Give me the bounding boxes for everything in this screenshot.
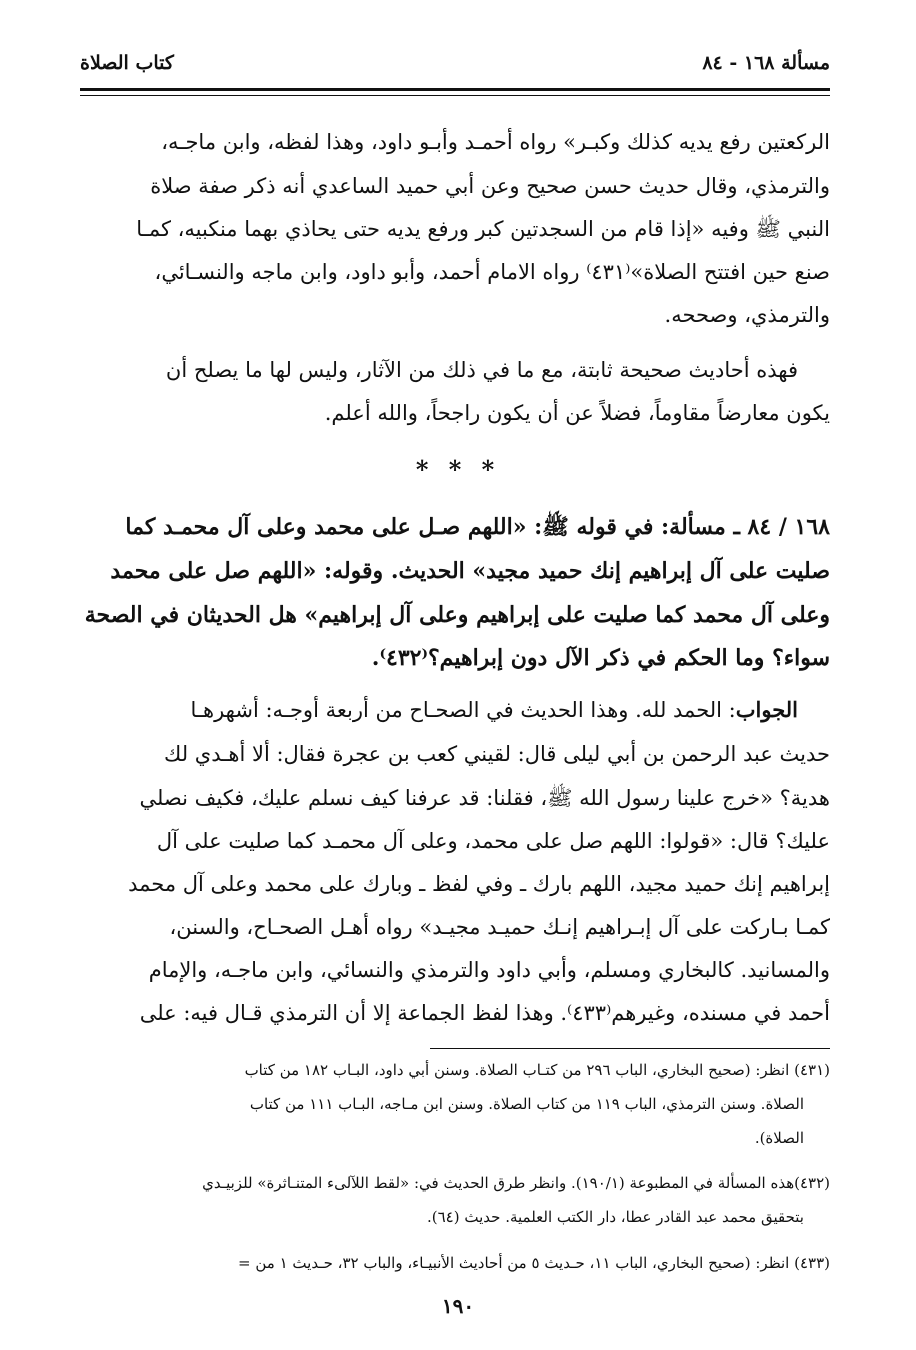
text-line: صنع حين افتتح الصلاة»⁽٤٣١⁾ رواه الامام أحمد، وأبو داود، وابن ماجه والنسـائي، (154, 260, 830, 284)
footnote-431-cont: الصلاة). (754, 1129, 804, 1147)
question-line: وعلى آل محمد كما صليت على إبراهيم وعلى آل إبراهيم» هل الحديثان في الصحة (84, 602, 830, 628)
text-line: النبي ﷺ وفيه «إذا قام من السجدتين كبر ورفع يديه حتى يحاذي بهما منكبيه، كمـا (136, 217, 830, 241)
text-line: أحمد في مسنده، وغيرهم⁽٤٣٣⁾. وهذا لفظ الجماعة إلا أن الترمذي قـال فيه: على (139, 1001, 830, 1025)
running-header-issue: مسألة ١٦٨ - ٨٤ (702, 52, 830, 74)
footnote-431-cont: الصلاة. وسنن الترمذي، الباب ١١٩ من كتاب الصلاة. وسنن ابن مـاجه، البـاب ١١١ من كتاب (249, 1095, 804, 1113)
question-line: صليت على آل إبراهيم إنك حميد مجيد» الحديث. وقوله: «اللهم صل على محمد (110, 558, 830, 584)
footnote-432-cont: بتحقيق محمد عبد القادر عطا، دار الكتب العلمية. حديث (٦٤). (427, 1208, 804, 1226)
text-line: الركعتين رفع يديه كذلك وكبـر» رواه أحمـد وأبـو داود، وهذا لفظه، وابن ماجـه، (161, 130, 830, 154)
text-line: حديث عبد الرحمن بن أبي ليلى قال: لقيني كعب بن عجرة فقال: ألا أهـدي لك (164, 742, 830, 766)
text-line: هدية؟ «خرج علينا رسول الله ﷺ، فقلنا: قد عرفنا كيف نسلم عليك، فكيف نصلي (139, 786, 830, 810)
question-line: ١٦٨ / ٨٤ ـ مسألة: في قوله ﷺ: «اللهم صـل على محمد وعلى آل محمـد كما (125, 514, 830, 540)
text-line: والمسانيد. كالبخاري ومسلم، وأبي داود والترمذي والنسائي، وابن ماجـه، والإمام (148, 958, 830, 982)
text-line: فهذه أحاديث صحيحة ثابتة، مع ما في ذلك من الآثار، وليس لها ما يصلح أن (165, 358, 798, 382)
text-line: كمـا بـاركت على آل إبـراهيم إنـك حميـد مجيـد» رواه أهـل الصحـاح، والسنن، (169, 915, 830, 939)
footnote-431: (٤٣١) انظر: (صحيح البخاري، الباب ٢٩٦ من كتـاب الصلاة. وسنن أبي داود، البـاب ١٨٢ من كتاب (244, 1061, 830, 1079)
running-header-book-title: كتاب الصلاة (80, 52, 174, 74)
header-rule-thick (80, 88, 830, 91)
footnote-432: (٤٣٢)هذه المسألة في المطبوعة (١٩٠/١). وانظر طرق الحديث في: «لقط اللآلىء المتنـاثرة» للزبيـدي (202, 1174, 830, 1192)
text-line: عليك؟ قال: «قولوا: اللهم صل على محمد، وعلى آل محمـد كما صليت على آل (156, 829, 830, 853)
footnote-433: (٤٣٣) انظر: (صحيح البخاري، الباب ١١، حـديث ٥ من أحاديث الأنبيـاء، والباب ٣٢، حـديث ١ من = (238, 1254, 830, 1272)
answer-label: الجواب (735, 697, 798, 722)
text-line: والترمذي، وصححه. (664, 303, 830, 327)
header-rule-thin (80, 95, 830, 96)
answer-first-line-text: : الحمد لله. وهذا الحديث في الصحـاح من أربعة أوجـه: أشهرهـا (190, 698, 736, 722)
footnote-rule (430, 1048, 830, 1049)
section-separator: * * * (415, 455, 501, 484)
page-number: ١٩٠ (441, 1294, 475, 1318)
answer-first-line (80, 695, 798, 725)
text-line: إبراهيم إنك حميد مجيد، اللهم بارك ـ وفي لفظ ـ وبارك على محمد وعلى آل محمد (128, 872, 830, 896)
text-line: يكون معارضاً مقاوماً، فضلاً عن أن يكون راجحاً، والله أعلم. (324, 401, 830, 425)
question-line: سواء؟ وما الحكم في ذكر الآل دون إبراهيم؟⁽٤٣٢⁾. (371, 645, 830, 671)
text-line: والترمذي، وقال حديث حسن صحيح وعن أبي حميد الساعدي أنه ذكر صفة صلاة (150, 174, 830, 198)
